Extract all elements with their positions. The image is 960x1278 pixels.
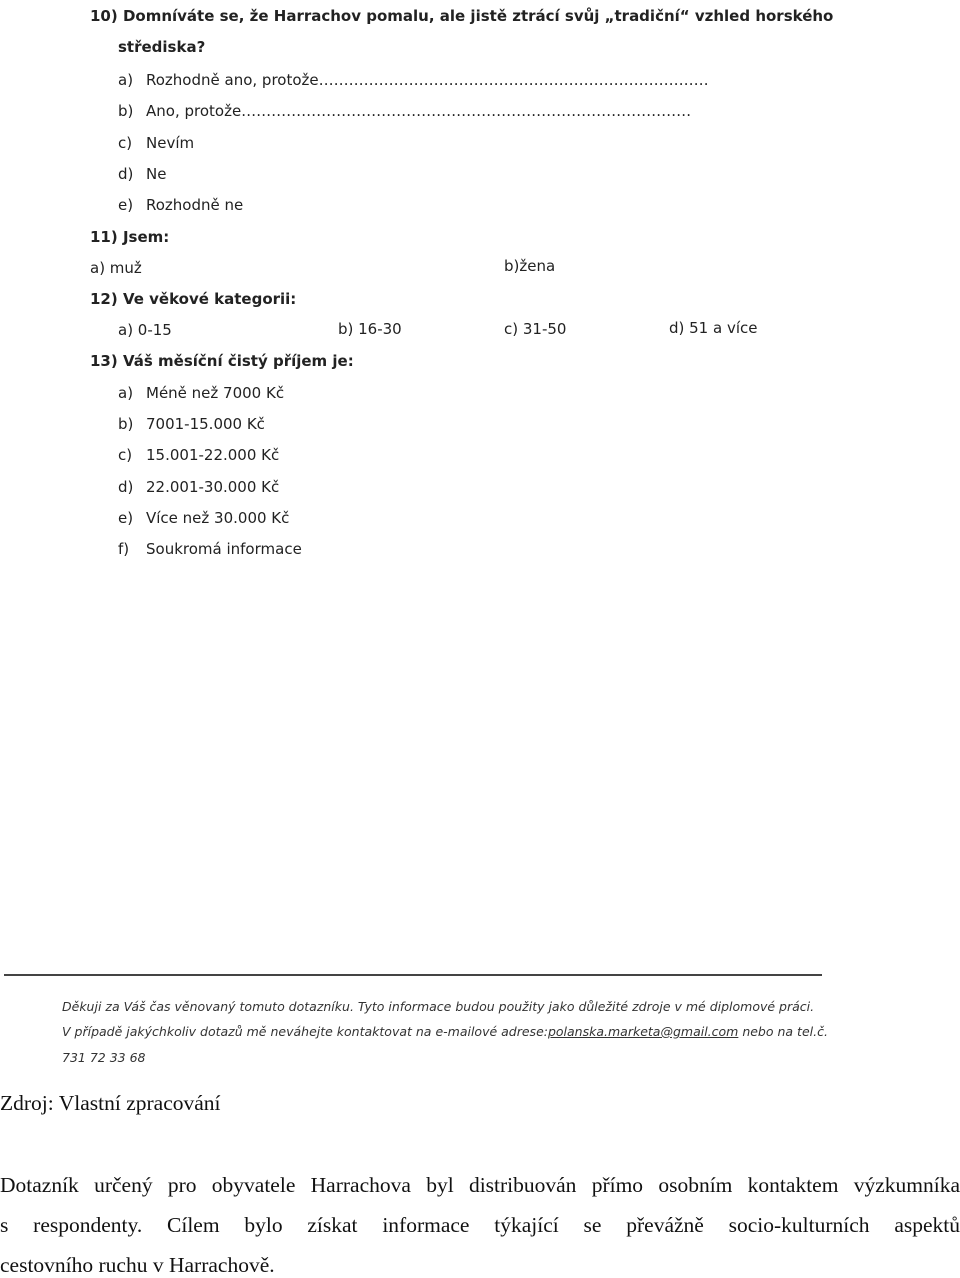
q10-option-b-letter: b) — [118, 102, 134, 120]
q12-option-b: b) 16-30 — [338, 320, 402, 338]
footer-thanks: Děkuji za Váš čas věnovaný tomuto dotazníku. Tyto informace budou použity jako důležité zdroje v mé diplomové práci. — [62, 999, 815, 1014]
q10-option-e: Rozhodně ne — [146, 196, 244, 214]
q13-option-a-letter: a) — [118, 384, 134, 402]
q11-option-a: a) muž — [90, 259, 142, 277]
footer-email-link[interactable]: polanska.marketa@gmail.com — [547, 1024, 739, 1039]
q10-option-b: Ano, protože……………………………………………………………………………… — [146, 102, 692, 120]
question-13-title: 13) Váš měsíční čistý příjem je: — [90, 352, 354, 370]
q13-option-b-letter: b) — [118, 415, 134, 433]
paragraph-line-2: s respondenty. Cílem bylo získat informace týkající se převážně socio-kulturních aspektů — [0, 1213, 960, 1237]
paragraph-line-3: cestovního ruchu v Harrachově. — [0, 1253, 275, 1277]
q13-option-f-letter: f) — [118, 540, 130, 558]
q13-option-c-letter: c) — [118, 446, 133, 464]
q12-option-a: a) 0-15 — [118, 321, 172, 339]
question-11-title: 11) Jsem: — [90, 228, 170, 246]
footer-divider — [4, 974, 822, 976]
q10-option-e-letter: e) — [118, 196, 134, 214]
question-12-title: 12) Ve věkové kategorii: — [90, 290, 297, 308]
q11-option-b: b)žena — [504, 257, 556, 275]
footer-phone: 731 72 33 68 — [62, 1050, 146, 1065]
q13-option-e: Více než 30.000 Kč — [146, 509, 290, 527]
question-10-title: 10) Domníváte se, že Harrachov pomalu, ale jistě ztrácí svůj „tradiční“ vzhled horského — [90, 7, 834, 25]
q10-option-a: Rozhodně ano, protože…………………………………………………………………… — [146, 71, 709, 89]
question-10-title-cont: střediska? — [118, 38, 206, 56]
q10-option-d: Ne — [146, 165, 167, 183]
paragraph-line-1: Dotazník určený pro obyvatele Harrachova byl distribuován přímo osobním kontaktem výzkumníka — [0, 1173, 960, 1197]
q13-option-c: 15.001-22.000 Kč — [146, 446, 280, 464]
q13-option-f: Soukromá informace — [146, 540, 302, 558]
q12-option-d: d) 51 a více — [669, 319, 758, 337]
footer-contact — [62, 1024, 828, 1039]
q13-option-a: Méně než 7000 Kč — [146, 384, 285, 402]
footer-contact-text: V případě jakýchkoliv dotazů mě neváhejte kontaktovat na e-mailové adrese: — [62, 1024, 548, 1039]
q10-option-d-letter: d) — [118, 165, 134, 183]
q13-option-e-letter: e) — [118, 509, 134, 527]
source-caption: Zdroj: Vlastní zpracování — [0, 1091, 221, 1115]
q10-option-c-letter: c) — [118, 134, 133, 152]
q13-option-b: 7001-15.000 Kč — [146, 415, 265, 433]
q10-option-c: Nevím — [146, 134, 195, 152]
q13-option-d: 22.001-30.000 Kč — [146, 478, 280, 496]
footer-contact-tail: nebo na tel.č. — [738, 1024, 828, 1039]
q10-option-a-letter: a) — [118, 71, 134, 89]
q13-option-d-letter: d) — [118, 478, 134, 496]
q12-option-c: c) 31-50 — [504, 320, 567, 338]
